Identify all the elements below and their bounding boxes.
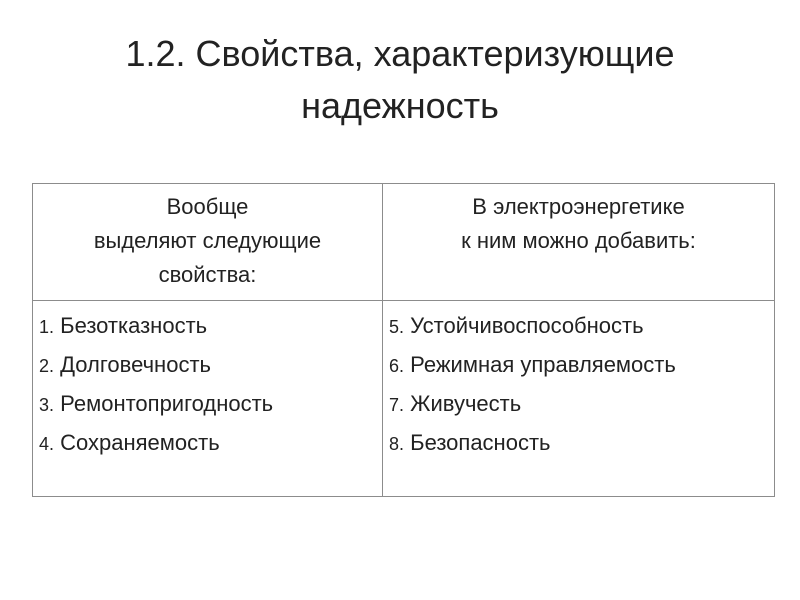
item-text: Устойчивоспособность — [410, 313, 644, 338]
header-general-properties — [33, 184, 383, 301]
item-text: Безопасность — [410, 430, 551, 455]
list-item — [389, 385, 770, 424]
list-item — [39, 307, 378, 346]
power-engineering-properties-list — [383, 301, 775, 497]
slide-title-line-1: 1.2. Свойства, характеризующие — [125, 33, 675, 74]
item-text: Режимная управляемость — [410, 352, 676, 377]
header-right-line-2: к ним можно добавить: — [461, 228, 696, 253]
table-header-row — [33, 184, 775, 301]
header-left-line-2: выделяют следующие — [93, 228, 322, 253]
list-item — [39, 424, 378, 463]
item-text: Сохраняемость — [60, 430, 220, 455]
list-item — [389, 307, 770, 346]
header-power-engineering-properties — [383, 184, 775, 301]
header-left-line-1: Вообще — [166, 194, 249, 219]
item-text: Долговечность — [60, 352, 211, 377]
list-item — [39, 346, 378, 385]
item-text: Живучесть — [410, 391, 522, 416]
slide-title-line-2: надежность — [301, 85, 499, 126]
list-item — [389, 346, 770, 385]
item-number: 6. — [389, 356, 405, 376]
header-right-line-1: В электроэнергетике — [472, 194, 685, 219]
item-number: 4. — [39, 434, 55, 454]
slide-title — [40, 28, 760, 132]
table-row — [33, 301, 775, 497]
item-number: 1. — [39, 317, 55, 337]
item-text: Ремонтопригодность — [60, 391, 274, 416]
item-number: 3. — [39, 395, 55, 415]
item-number: 7. — [389, 395, 405, 415]
properties-table — [32, 183, 775, 497]
general-properties-list — [33, 301, 383, 497]
item-text: Безотказность — [60, 313, 208, 338]
item-number: 8. — [389, 434, 405, 454]
item-number: 5. — [389, 317, 405, 337]
header-left-line-3: свойства: — [158, 262, 257, 287]
list-item — [39, 385, 378, 424]
item-number: 2. — [39, 356, 55, 376]
list-item — [389, 424, 770, 463]
